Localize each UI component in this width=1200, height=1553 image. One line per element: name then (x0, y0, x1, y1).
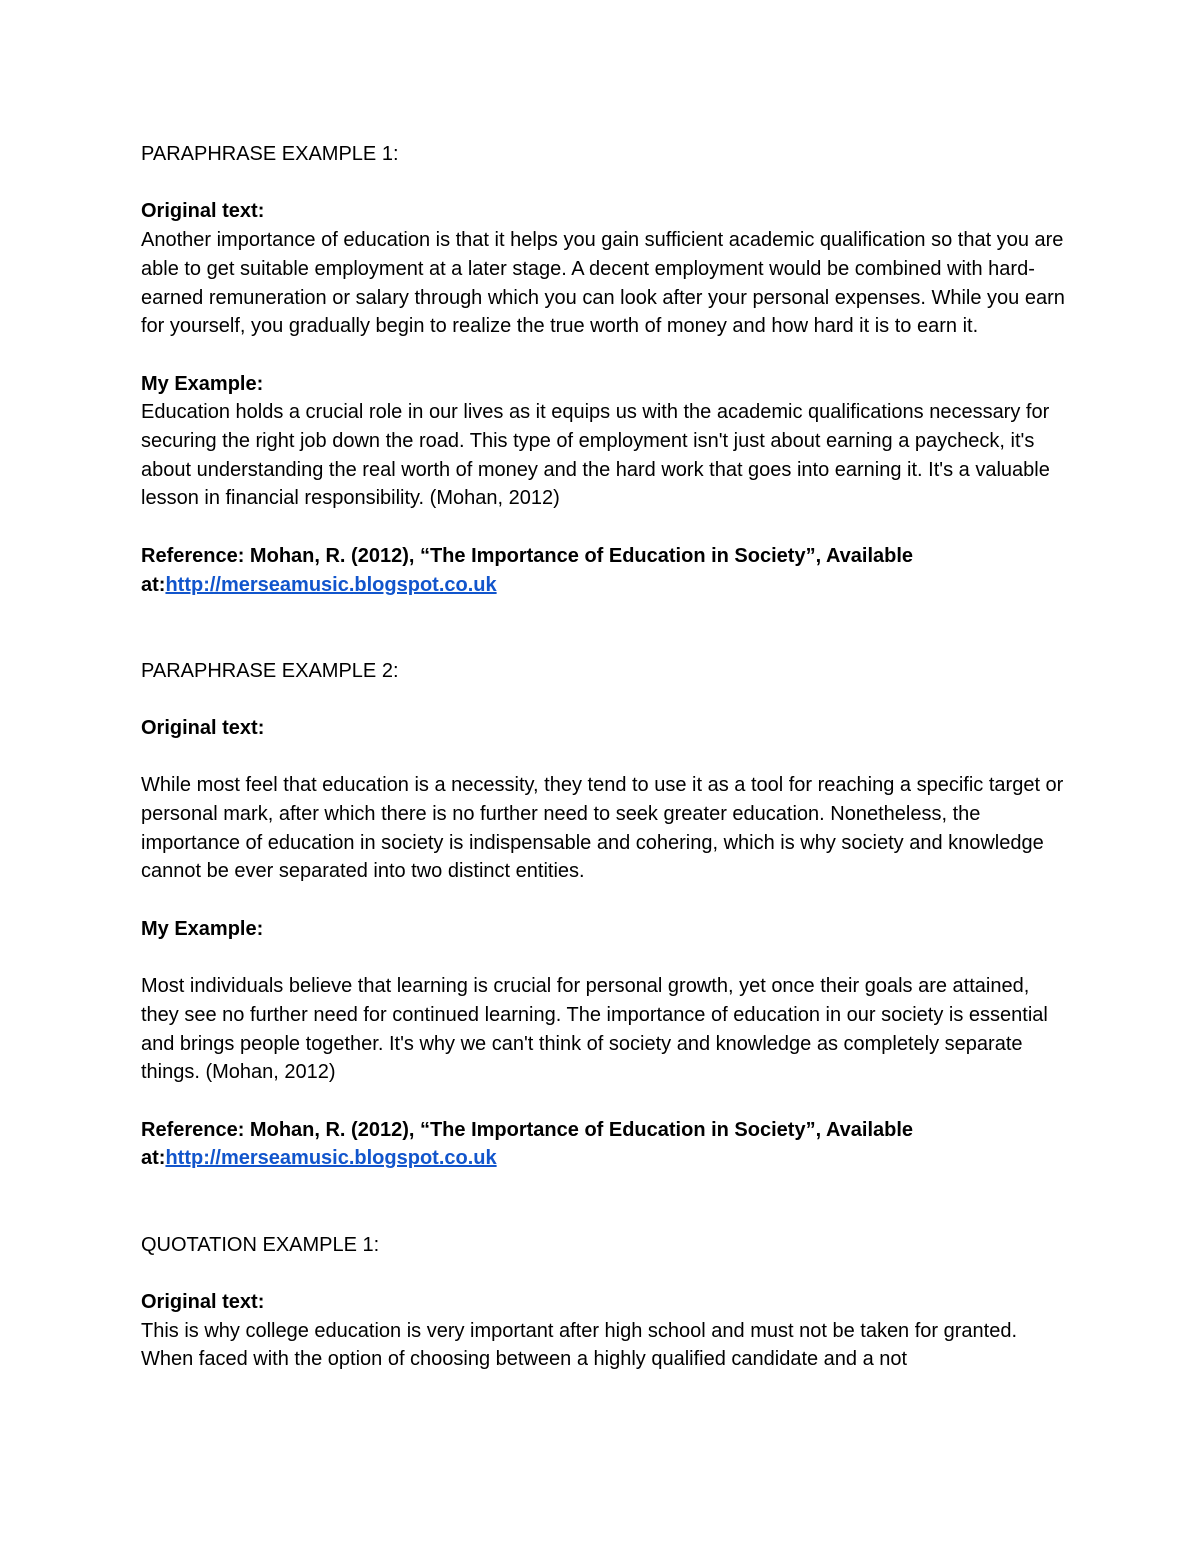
my-example-body: Most individuals believe that learning is crucial for personal growth, yet once their goals are attained, they see no further need for continued learning. The importance of education in our society is essential and brings people together. It's why we can't think of society and knowledge as completely separate things. (Mohan, 2012) (141, 975, 1048, 1084)
spacer (141, 886, 1071, 915)
my-example-label: My Example: (141, 372, 264, 395)
section-heading: PARAPHRASE EXAMPLE 1: (141, 143, 399, 165)
reference (141, 542, 1071, 599)
my-example-body: Education holds a crucial role in our lives as it equips us with the academic qualifications necessary for securing the right job down the road. This type of employment isn't just about earning a paycheck, it's about understanding the real worth of money and the hard work that goes into earning it. It's a valuable lesson in financial responsibility. (Mohan, 2012) (141, 401, 1050, 510)
original-text-label: Original text: (141, 200, 265, 223)
section-heading: PARAPHRASE EXAMPLE 2: (141, 659, 399, 682)
spacer (141, 1173, 1071, 1230)
my-example-label: My Example: (141, 917, 264, 940)
spacer (141, 169, 1071, 198)
spacer (141, 685, 1071, 714)
document-page (141, 140, 1071, 1374)
original-text-label: Original text: (141, 1290, 265, 1313)
reference-text: Reference: Mohan, R. (2012), “The Importance of Education in Society”, Available at: (141, 1118, 914, 1170)
original-text-body: While most feel that education is a necessity, they tend to use it as a tool for reaching a specific target or personal mark, after which there is no further need to seek greater education. Nonetheless, the importance of education in society is indispensable and cohering, which is why society and knowledge cannot be ever separated into two distinct entities. (141, 774, 1064, 883)
original-text-label: Original text: (141, 716, 265, 739)
spacer (141, 513, 1071, 542)
spacer (141, 743, 1071, 772)
reference (141, 1116, 1071, 1173)
spacer (141, 1087, 1071, 1116)
original-text-body: Another importance of education is that it helps you gain sufficient academic qualification so that you are able to get suitable employment at a later stage. A decent employment would be combined with hard-earned remuneration or salary through which you can look after your personal expenses. While you earn for yourself, you gradually begin to realize the true worth of money and how hard it is to earn it. (141, 229, 1065, 338)
spacer (141, 1259, 1071, 1288)
original-text-body: This is why college education is very important after high school and must not be taken for granted. When faced with the option of choosing between a highly qualified candidate and a not (141, 1319, 1018, 1371)
reference-link[interactable]: http://merseamusic.blogspot.co.uk (165, 1147, 497, 1170)
section-heading: QUOTATION EXAMPLE 1: (141, 1233, 380, 1256)
spacer (141, 944, 1071, 973)
spacer (141, 599, 1071, 656)
spacer (141, 341, 1071, 370)
reference-text: Reference: Mohan, R. (2012), “The Importance of Education in Society”, Available at: (141, 544, 914, 596)
reference-link[interactable]: http://merseamusic.blogspot.co.uk (165, 573, 497, 596)
